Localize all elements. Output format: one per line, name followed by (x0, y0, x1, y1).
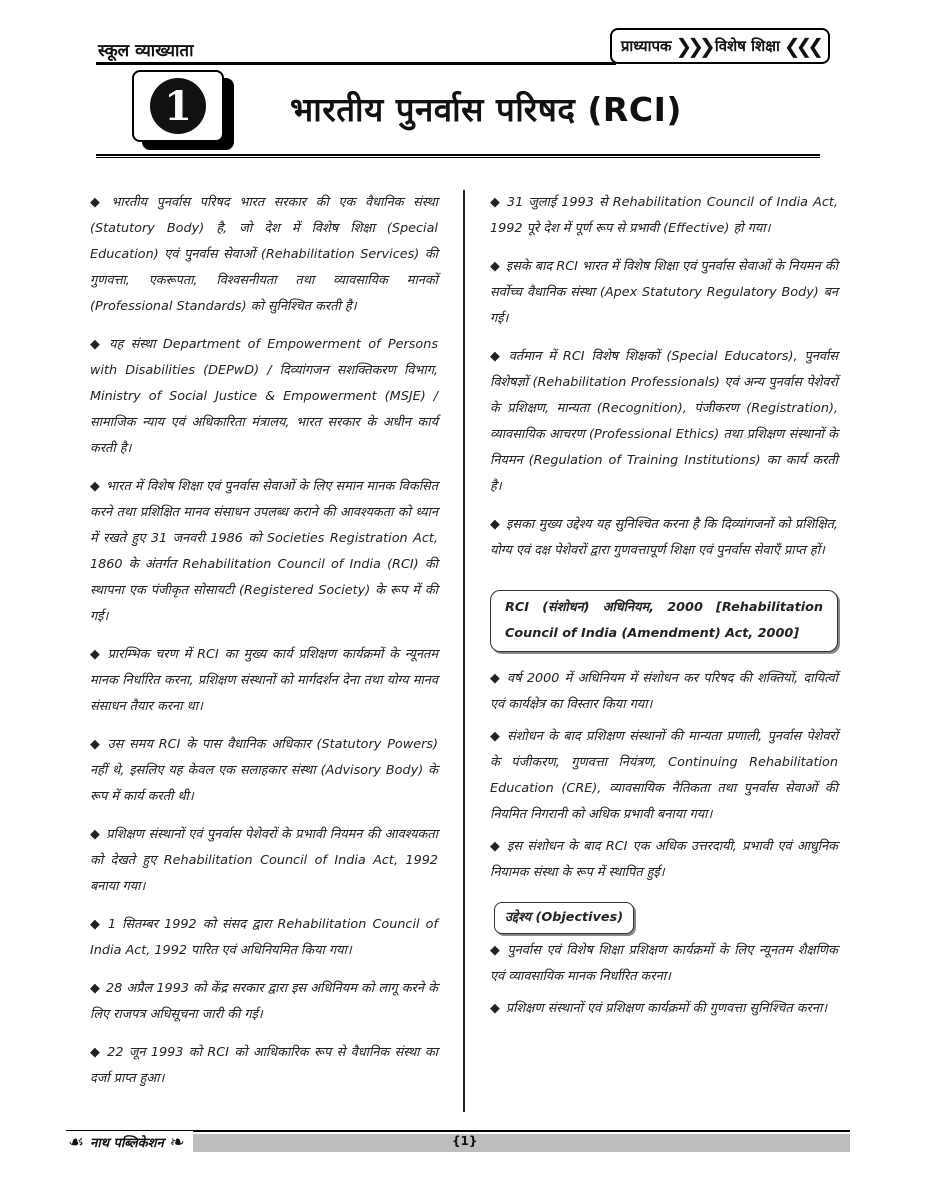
footer-publisher (66, 1131, 193, 1153)
diamond-bullet-icon: ◆ (90, 1045, 102, 1060)
amendment-point: ◆ इस संशोधन के बाद RCI एक अधिक उत्तरदायी, प्रभावी एवं आधुनिक नियामक संस्था के रूप में स्थापित हुई। (490, 839, 839, 880)
publisher-name: नाथ पब्लिकेशन (90, 1136, 164, 1151)
diamond-bullet-icon: ◆ (490, 943, 502, 958)
diamond-bullet-icon: ◆ (90, 737, 102, 752)
paragraph: ◆ प्रारम्भिक चरण में RCI का मुख्य कार्य प्रशिक्षण कार्यक्रमों के न्यूनतम मानक निर्धारित करना, प्रशिक्षण संस्थानों को मार्गदर्शन देना तथा योग्य मानव संसाधन तैयार करना था। (90, 647, 438, 714)
paragraph: ◆ 31 जुलाई 1993 से Rehabilitation Council of India Act, 1992 पूरे देश में पूर्ण रूप से प्रभावी (Effective) हो गया। (490, 195, 838, 236)
header-category-right: विशेष शिक्षा (714, 37, 780, 55)
paragraph: ◆ यह संस्था Department of Empowerment of Persons with Disabilities (DEPwD) / दिव्यांगजन सशक्तिकरण विभाग, Ministry of Social Justice & Empowerment (MSJE) / सामाजिक न्याय एवं अधिकारिता मंत्रालय, भारत सरकार के अधीन कार्य करती है। (90, 337, 438, 456)
diamond-bullet-icon: ◆ (490, 259, 500, 274)
chevron-left-icon: ❮❮❮ (783, 34, 820, 58)
chevron-right-icon: ❯❯❯ (675, 34, 711, 58)
objective-point: ◆ प्रशिक्षण संस्थानों एवं प्रशिक्षण कार्यक्रमों की गुणवत्ता सुनिश्चित करना। (490, 1001, 828, 1016)
header-rule (96, 62, 616, 65)
diamond-bullet-icon: ◆ (90, 647, 102, 662)
header-category-box (610, 28, 830, 64)
ornament-left-icon: ☙ (68, 1131, 85, 1153)
right-column (490, 190, 838, 1028)
header-series-label: स्कूल व्याख्याता (98, 41, 194, 61)
ornament-right-icon: ❧ (169, 1131, 185, 1153)
left-column (90, 190, 438, 1104)
amendment-point: ◆ संशोधन के बाद प्रशिक्षण संस्थानों की मान्यता प्रणाली, पुनर्वास पेशेवरों के पंजीकरण, गुणवत्ता नियंत्रण, Continuing Rehabilitation Education (CRE), व्यावसायिक नैतिकता तथा पुनर्वास सेवाओं की नियमित निगरानी को अधिक प्रभावी बनाया गया। (490, 729, 839, 822)
title-rule (96, 154, 820, 158)
paragraph: ◆ 1 सितम्बर 1992 को संसद द्वारा Rehabilitation Council of India Act, 1992 पारित एवं अधिनियमित किया गया। (90, 917, 438, 958)
chapter-number: 1 (150, 78, 206, 134)
column-divider (463, 190, 465, 1112)
diamond-bullet-icon: ◆ (90, 195, 106, 210)
diamond-bullet-icon: ◆ (90, 981, 100, 996)
diamond-bullet-icon: ◆ (90, 917, 102, 932)
diamond-bullet-icon: ◆ (490, 839, 502, 854)
diamond-bullet-icon: ◆ (90, 827, 101, 842)
diamond-bullet-icon: ◆ (490, 729, 502, 744)
paragraph: ◆ भारत में विशेष शिक्षा एवं पुनर्वास सेवाओं के लिए समान मानक विकसित करने तथा प्रशिक्षित मानव संसाधन उपलब्ध कराने की आवश्यकता को ध्यान में रखते हुए 31 जनवरी 1986 को Societies Registration Act, 1860 के अंतर्गत Rehabilitation Council of India (RCI) की स्थापना एक पंजीकृत सोसायटी (Registered Society) के रूप में की गई। (90, 479, 438, 624)
paragraph: ◆ 28 अप्रैल 1993 को केंद्र सरकार द्वारा इस अधिनियम को लागू करने के लिए राजपत्र अधिसूचना जारी की गई। (90, 981, 438, 1022)
page-title: भारतीय पुनर्वास परिषद (RCI) (290, 90, 682, 129)
paragraph: ◆ वर्तमान में RCI विशेष शिक्षकों (Special Educators), पुनर्वास विशेषज्ञों (Rehabilitation Professionals) एवं अन्य पुनर्वास पेशेवरों के प्रशिक्षण, मान्यता (Recognition), पंजीकरण (Registration), व्यावसायिक आचरण (Professional Ethics) तथा प्रशिक्षण संस्थानों के नियमन (Regulation of Training Institutions) का कार्य करती है। (490, 349, 838, 494)
amendment-point: ◆ वर्ष 2000 में अधिनियम में संशोधन कर परिषद की शक्तियों, दायित्वों एवं कार्यक्षेत्र का विस्तार किया गया। (490, 671, 838, 712)
diamond-bullet-icon: ◆ (490, 671, 502, 686)
page-number: {1} (452, 1134, 478, 1148)
paragraph: ◆ इसके बाद RCI भारत में विशेष शिक्षा एवं पुनर्वास सेवाओं के नियमन की सर्वोच्च वैधानिक संस्था (Apex Statutory Regulatory Body) बन गई। (490, 259, 839, 326)
objective-point: ◆ पुनर्वास एवं विशेष शिक्षा प्रशिक्षण कार्यक्रमों के लिए न्यूनतम शैक्षणिक एवं व्यावसायिक मानक निर्धारित करना। (490, 943, 838, 984)
diamond-bullet-icon: ◆ (490, 195, 501, 210)
paragraph: ◆ भारतीय पुनर्वास परिषद भारत सरकार की एक वैधानिक संस्था (Statutory Body) है, जो देश में विशेष शिक्षा (Special Education) एवं पुनर्वास सेवाओं (Rehabilitation Services) की गुणवत्ता, एकरूपता, विश्वसनीयता तथा व्यावसायिक मानकों (Professional Standards) को सुनिश्चित करती है। (90, 195, 438, 314)
paragraph: ◆ उस समय RCI के पास वैधानिक अधिकार (Statutory Powers) नहीं थे, इसलिए यह केवल एक सलाहकार संस्था (Advisory Body) के रूप में कार्य करती थी। (90, 737, 438, 804)
amendment-heading-box: RCI (संशोधन) अधिनियम, 2000 [Rehabilitation Council of India (Amendment) Act, 2000] (490, 590, 838, 652)
chapter-number-box (132, 70, 224, 142)
header-category-left: प्राध्यापक (620, 37, 672, 55)
diamond-bullet-icon: ◆ (490, 349, 503, 364)
diamond-bullet-icon: ◆ (490, 1001, 500, 1016)
paragraph: ◆ 22 जून 1993 को RCI को आधिकारिक रूप से वैधानिक संस्था का दर्जा प्राप्त हुआ। (90, 1045, 438, 1086)
paragraph: ◆ प्रशिक्षण संस्थानों एवं पुनर्वास पेशेवरों के प्रभावी नियमन की आवश्यकता को देखते हुए Rehabilitation Council of India Act, 1992 बनाया गया। (90, 827, 438, 894)
objectives-heading-box: उद्देश्य (Objectives) (494, 902, 634, 934)
diamond-bullet-icon: ◆ (490, 517, 501, 532)
paragraph: ◆ इसका मुख्य उद्देश्य यह सुनिश्चित करना है कि दिव्यांगजनों को प्रशिक्षित, योग्य एवं दक्ष पेशेवरों द्वारा गुणवत्तापूर्ण शिक्षा एवं पुनर्वास सेवाएँ प्राप्त हों। (490, 517, 838, 558)
diamond-bullet-icon: ◆ (90, 337, 104, 352)
diamond-bullet-icon: ◆ (90, 479, 100, 494)
